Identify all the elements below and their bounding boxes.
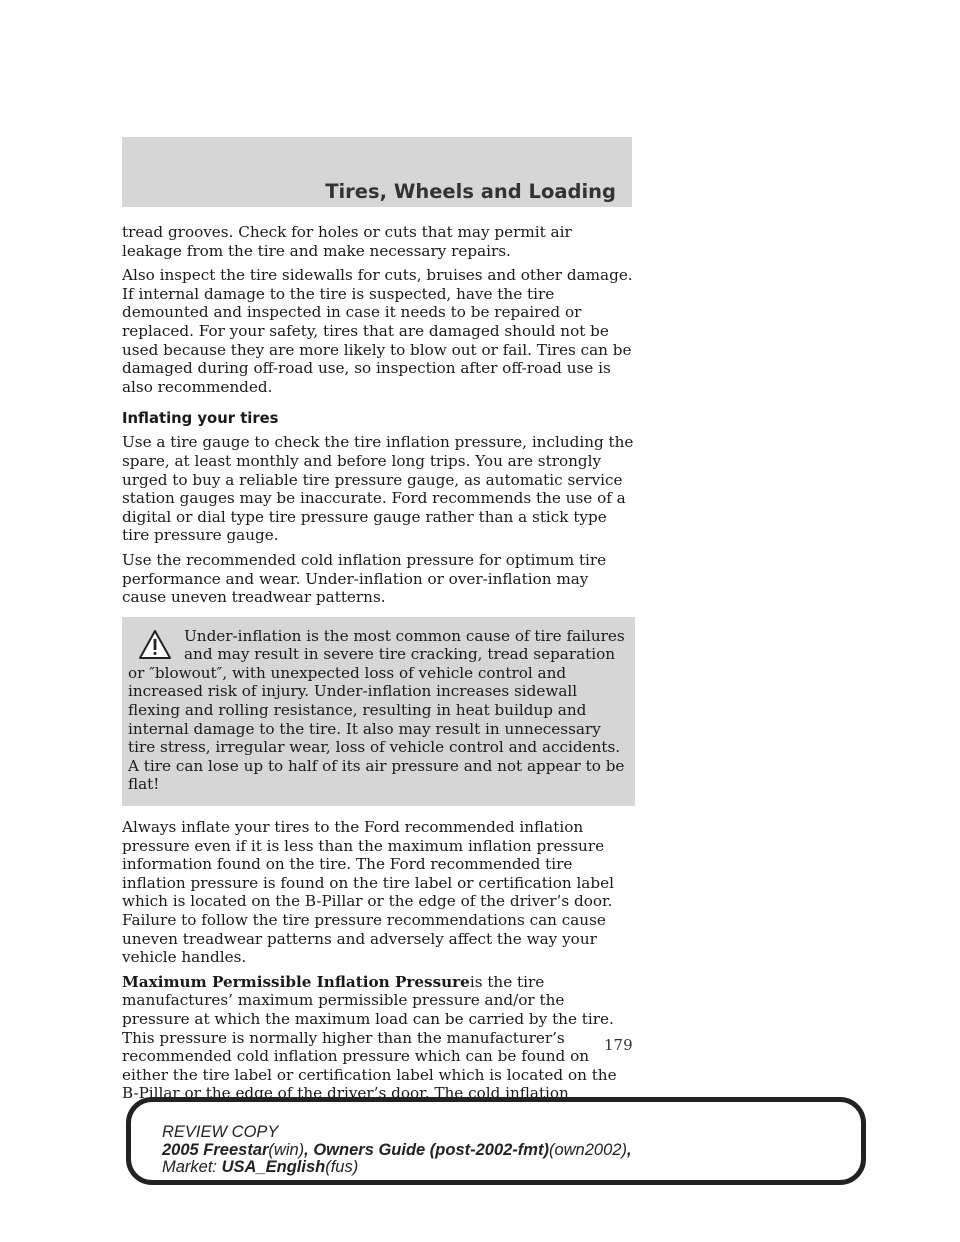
paragraph-text: is the tire manufactures’ maximum permissible pressure and/or the pressure at which the maximum load can be carried by the tire. This pressure is normally higher than the manufacturer’s recommended cold inflation pressure which can be found on either the tire label or certification label which is located on the B-Pillar or the edge of the driver’s door. The cold inflation — [122, 972, 617, 1103]
heading-inflating-tires: Inflating your tires — [122, 410, 279, 428]
paragraph — [122, 973, 634, 1103]
page-number: 179 — [604, 1036, 633, 1054]
review-copy-label: REVIEW COPY — [162, 1123, 279, 1141]
paragraph: Use the recommended cold inflation pressure for optimum tire performance and wear. Under-inflation or over-inflation may cause uneven treadwear patterns. — [122, 550, 607, 607]
paragraph: Always inflate your tires to the Ford recommended inflation pressure even if it is less than the maximum inflation pressure information found on the tire. The Ford recommended tire inflation pressure is found on the tire label or certification label which is located on the B-Pillar or the edge of the driver’s door. Failure to follow the tire pressure recommendations can cause uneven treadwear patterns and adversely affect the way your vehicle handles. — [122, 818, 614, 967]
warning-box — [122, 617, 635, 806]
lead-term: Maximum Permissible Inflation Pressure — [122, 972, 470, 991]
review-copy-market-line: Market: USA_English(fus) — [162, 1158, 359, 1176]
warning-triangle-icon — [138, 629, 172, 661]
warning-text: Under-inflation is the most common cause of tire failures and may result in severe tire cracking, tread separation or ″blowout″, with unexpected loss of vehicle control and increased risk of injury. Under-inflation increases sidewall flexing and rolling resistance, resulting in heat buildup and internal damage to the tire. It also may result in unnecessary tire stress, irregular wear, loss of vehicle control and accidents. A tire can lose up to half of its air pressure and not appear to be flat! — [128, 626, 625, 794]
page-content — [122, 223, 634, 1109]
paragraph: tread grooves. Check for holes or cuts that may permit air leakage from the tire and make necessary repairs. — [122, 223, 572, 260]
review-copy-text — [162, 1124, 632, 1177]
paragraph: Use a tire gauge to check the tire inflation pressure, including the spare, at least monthly and before long trips. You are strongly urged to buy a reliable tire pressure gauge, as automatic service station gauges may be inaccurate. Ford recommends the use of a digital or dial type tire pressure gauge rather than a stick type tire pressure gauge. — [122, 433, 634, 545]
section-header-band — [122, 137, 632, 207]
section-title: Tires, Wheels and Loading — [325, 180, 616, 203]
paragraph: Also inspect the tire sidewalls for cuts, bruises and other damage. If internal damage to the tire is suspected, have the tire demounted and inspected in case it needs to be repaired or replaced. For your safety, tires that are damaged should not be used because they are more likely to blow out or fail. Tires can be damaged during off-road use, so inspection after off-road use is also recommended. — [122, 266, 633, 396]
review-copy-model-line: 2005 Freestar(win), Owners Guide (post-2002-fmt)(own2002), — [162, 1140, 632, 1159]
